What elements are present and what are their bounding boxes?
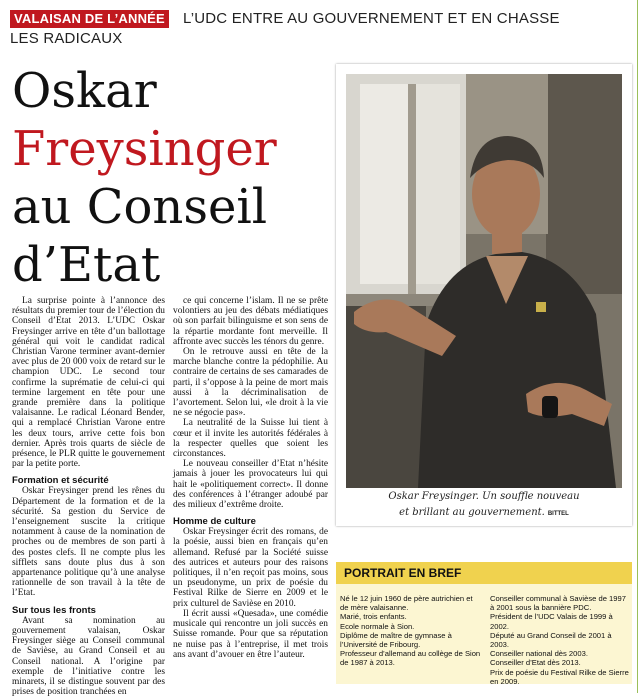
- portrait-column-right: [490, 594, 632, 686]
- paragraph: Oskar Freysinger écrit des romans, de la poésie, aussi bien en français qu’en allemand. Refusé par la Société suisse des autrices et auteurs pour des raisons politiques, il n’en reçoit pas moins, sous un pseudonyme, un prix de poésie du Festival Rilke de Sierre en 2009 et le prix culturel de Savièse en 2010.: [173, 527, 328, 609]
- portrait-photo: [346, 74, 622, 488]
- page-edge-rule: [637, 0, 638, 693]
- headline-line-1: L’UDC ENTRE AU GOUVERNEMENT ET EN CHASSE: [183, 10, 560, 27]
- title-line-etat: d’Etat: [12, 237, 161, 293]
- article-title: [12, 62, 332, 294]
- portrait-fact: Diplôme de maître de gymnase à l’Université de Fribourg.: [340, 630, 452, 650]
- subheading-fronts: Sur tous les fronts: [12, 604, 96, 616]
- paragraph: Oskar Freysinger prend les rênes du Département de la formation et de la sécurité. Sa gestion du Service de l’enseignement suscite la critique notamment à cause de la nomination de proches ou de membres de son parti à des postes clefs. Il ne compte plus les sifflets sans doute plus dus à son appartenance politique qu’à une analyse rationnelle de son travail à la tête de l’Etat.: [12, 486, 165, 599]
- caption-line-1: Oskar Freysinger. Un souffle nouveau: [388, 491, 580, 502]
- photo-frame: [336, 64, 632, 526]
- photo-caption: [336, 489, 632, 522]
- portrait-photo-illustration: [346, 74, 622, 488]
- paragraph: Avant sa nomination au gouvernement valaisan, Oskar Freysinger siège au Conseil communal de Savièse, au Grand Conseil et au Conseil national. A l’origine par exemple de l’initiative contre les minarets, il se distingue souvent par des prises de position tranchées en: [12, 615, 165, 697]
- portrait-fact: Prix de poésie du Festival Rilke de Sierre en 2009.: [490, 667, 629, 686]
- subheading-formation: Formation et sécurité: [12, 475, 109, 487]
- section-kicker: VALAISAN DE L’ANNÉE: [10, 10, 169, 28]
- article-column-1: [12, 296, 165, 697]
- portrait-fact: Ecole normale à Sion.: [340, 621, 415, 631]
- portrait-fact: Conseiller communal à Savièse de 1997 à 2001 sous la bannière PDC.: [490, 594, 626, 613]
- portrait-fact: Marié, trois enfants.: [340, 612, 407, 622]
- portrait-box-heading: PORTRAIT EN BREF: [336, 562, 632, 584]
- photo-credit: BITTEL: [547, 511, 569, 517]
- subheading-culture: Homme de culture: [173, 516, 256, 528]
- portrait-box: [336, 584, 632, 684]
- paragraph: Le nouveau conseiller d’Etat n’hésite jamais à jouer les provocateurs lui qui hait le «politiquement correct». Il donne des conférences à l’étranger adoubé par des milieux d’extrême droite.: [173, 459, 328, 511]
- portrait-fact: Conseiller d’Etat dès 2013.: [490, 658, 581, 668]
- portrait-fact: Professeur d’allemand au collège de Sion de 1987 à 2013.: [340, 649, 481, 668]
- portrait-fact: Conseiller national dès 2003.: [490, 649, 588, 659]
- portrait-column-left: [340, 594, 482, 668]
- title-line-conseil: au Conseil: [12, 179, 268, 235]
- paragraph: ce qui concerne l’islam. Il ne se prête volontiers au jeu des débats médiatiques où son parfait bilinguisme et son sens de la répartie mordante font merveille. Il affronte avec succès les ténors du genre.: [173, 296, 328, 347]
- portrait-fact: Né le 12 juin 1960 de père autrichien et de mère valaisanne.: [340, 594, 473, 613]
- paragraph: Il écrit aussi «Quesada», une comédie musicale qui rencontre un joli succès en Suisse romande. Pour que sa réputation ne nuise pas à l’entreprise, il met trois ans avant d’avouer en être l’auteur.: [173, 608, 328, 660]
- article-column-2: [173, 296, 328, 660]
- title-line-freysinger: Freysinger: [12, 121, 277, 177]
- caption-line-2: et brillant au gouvernement.: [399, 507, 545, 518]
- paragraph: On le retrouve aussi en tête de la marche blanche contre la pédophilie. Au contraire de certains de ses camarades de parti, il s’oppose à la peine de mort mais aussi à la décriminalisation de l’avortement. Selon lui, «le droit à la vie ne se négocie pas».: [173, 347, 328, 419]
- title-line-oskar: Oskar: [12, 63, 157, 119]
- portrait-fact: Député au Grand Conseil de 2001 à 2003.: [490, 630, 612, 650]
- paragraph: La neutralité de la Suisse lui tient à cœur et il invite les autorités fédérales à la respecter quelles que soient les circonstances.: [173, 418, 328, 460]
- headline-line-2: LES RADICAUX: [10, 30, 123, 47]
- portrait-fact: Président de l’UDC Valais de 1999 à 2002.: [490, 612, 613, 631]
- article-intro: La surprise pointe à l’annonce des résultats du premier tour de l’élection du Conseil d’Etat 2013. L’UDC Oskar Freysinger arrive en tête d’un ballottage général qui voit le candidat radical Christian Varone terminer avant-dernier avec plus de 20 000 voix de retard sur le champion UDC. Le second tour confirme la suprématie de celui-ci qui termine largement en tête pour une grande première dans la politique valaisanne. Le radical Léonard Bender, qui a remplacé Christian Varone entre les deux tours, arrive cette fois bon dernier. Après trois quarts de siècle de présence, le PLR quitte le gouvernement par la petite porte.: [12, 296, 165, 470]
